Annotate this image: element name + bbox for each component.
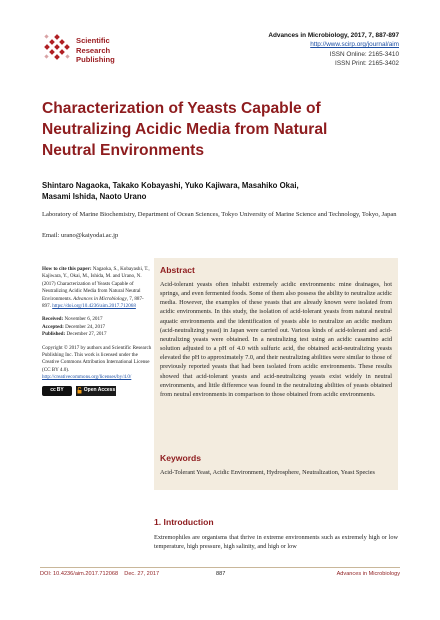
license-url-link[interactable]: http://creativecommons.org/licenses/by/4.0/ [42,374,132,381]
published-label: Published: [42,331,66,338]
received-date: November 6, 2017 [64,316,103,323]
copyright-block [42,345,152,396]
cc-by-badge[interactable] [42,386,72,396]
open-access-badge [76,386,116,396]
journal-info [268,31,399,69]
copyright-text: Copyright © 2017 by authors and Scientific Research Publishing Inc. This work is licensed under the Creative Commons Attribution International License (CC BY 4.0). [42,344,152,373]
publisher-line-1: Scientific [76,36,110,45]
accepted-label: Accepted: [42,323,64,330]
introduction-heading: 1. Introduction [154,517,214,527]
keywords-heading: Keywords [160,453,202,463]
accepted-row [42,324,152,331]
publisher-line-2: Research [76,45,111,55]
how-to-cite [42,266,152,310]
keywords-text: Acid-Tolerant Yeast, Acidic Environment, Hydrosphere, Neutralization, Yeast Species [160,469,375,476]
journal-url-link[interactable]: http://www.scirp.org/journal/aim [310,41,399,49]
issn-online: ISSN Online: 2165-3410 [329,50,399,58]
footer-doi: DOI: 10.4236/aim.2017.712068 [40,571,119,577]
journal-citation: Advances in Microbiology, 2017, 7, 887-897 [268,32,399,39]
cite-volume: , 7, 887-897. [42,295,144,310]
cite-text: Nagaoka, S., Kobayashi, T., Kajiwara, Y., Okai, M., Ishida, M. and Urano, N. (2017) Characterization of Yeasts Capable of Neutralizing Acidic Media from Natural Neutral Environments. [42,266,150,302]
cite-doi-link[interactable]: https://doi.org/10.4236/aim.2017.712068 [52,303,136,310]
issn-print: ISSN Print: 2165-3402 [335,60,399,68]
footer-doi-date [40,571,159,577]
dates [42,316,152,338]
publisher-line-3: Publishing [76,55,115,64]
cc-icon: cc [50,386,56,393]
srp-diamond-logo-icon [42,34,72,64]
accepted-date: December 24, 2017 [65,323,106,330]
abstract-text: Acid-tolerant yeasts often inhabit extremely acidic environments: mine drainages, hot springs, and even fermented foods. Some of them also possess the ability to neutralize acidic media. However, the examples of these yeasts that are already known were isolated from acidic environments. In this study, the isolation of acid-tolerant yeasts from natural neutral aquatic environments and the identification of yeasts able to neutralize an acidic medium (acid-neutralizing yeast) in Japan were carried out. Various kinds of acid-tolerant and acid-neutralizing yeasts were obtained. In a neutralizing test using an acidic casamino acid solution adjusted to a pH of 4.0 with sulfuric acid, the obtained acid-neutralizing yeasts elevated the pH to approximately 7.0, and their neutralizing abilities were similar to those of previously reported yeasts that had been isolated from acidic environments. These results showed that acid-tolerant yeasts and acid-neutralizing yeasts exist widely in neutral environments, and little difference was found in the neutralizing abilities of yeasts obtained from neutral environments in comparison to those obtained from acidic environments. [160,281,392,398]
open-access-label: Open Access [83,386,116,393]
authors-line-2: Masami Ishida, Naoto Urano [42,192,147,202]
abstract-heading: Abstract [160,265,195,275]
footer-divider [40,567,400,568]
received-row [42,316,152,323]
introduction-text: Extremophiles are organisms that thrive in extreme environments such as extremely high or low temperature, high pressure, high salinity, and high or low [154,534,398,551]
by-icon: BY [56,386,64,393]
author-list [42,180,392,203]
affiliation: Laboratory of Marine Biochemistry, Department of Ocean Sciences, Tokyo University of Marine Science and Technology, Tokyo, Japan [42,211,397,218]
footer-date: Dec. 27, 2017 [124,571,160,577]
paper-title: Characterization of Yeasts Capable of Neutralizing Acidic Media from Natural Neutral Environments [42,100,328,159]
sidebar-info [42,266,152,402]
cite-label: How to cite this paper: [42,266,92,272]
published-date: December 27, 2017 [66,331,107,338]
license-badges [42,386,152,396]
publisher-logo [42,34,162,68]
cite-journal: Advances in Microbiology [73,295,127,302]
received-label: Received: [42,316,64,323]
footer-journal: Advances in Microbiology [336,571,400,577]
publisher-name [76,36,115,65]
page-number: 887 [216,571,226,577]
open-lock-icon [77,387,82,394]
published-row [42,331,152,338]
email[interactable]: Email: urano@kaiyodai.ac.jp [42,232,119,239]
authors-line-1: Shintaro Nagaoka, Takako Kobayashi, Yuko Kajiwara, Masahiko Okai, [42,181,299,190]
